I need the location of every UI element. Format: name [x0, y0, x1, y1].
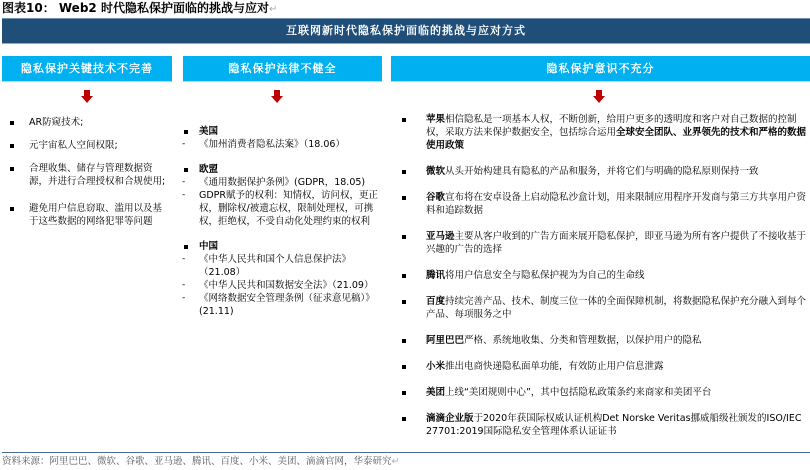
law-group-us	[182, 125, 382, 151]
paragraph-mark: ↵	[391, 456, 400, 467]
company-name: 滴滴企业版	[426, 413, 474, 424]
divider	[2, 452, 810, 453]
main-banner: 互联网新时代隐私保护面临的挑战与应对方式	[2, 18, 810, 44]
source-note: 资料来源：阿里巴巴、微软、谷歌、亚马逊、腾讯、百度、小米、美团、滴滴官网，华泰研究↵	[2, 456, 400, 467]
law-entry: 《中华人民共和国个人信息保护法》（21.08）	[199, 254, 352, 278]
bullet-icon	[402, 339, 406, 343]
country-label: 美国	[199, 126, 219, 137]
dash-icon: -	[182, 293, 186, 303]
tech-list	[8, 116, 168, 238]
law-entry: 《加州消费者隐私法案》（18.06）	[199, 139, 345, 150]
bullet-icon	[10, 144, 14, 148]
company-name: 亚马逊	[426, 231, 455, 242]
dash-icon: -	[182, 280, 186, 290]
list-item-microsoft: 微软从头开始构建具有隐私的产品和服务，并将它们与明确的隐私原则保持一致	[399, 165, 809, 178]
list-item: AR防窥技术;	[8, 116, 168, 129]
country-label: 中国	[199, 241, 219, 252]
list-item-baidu: 百度持续完善产品、技术、制度三位一体的全面保障机制，将数据隐私保护充分融入到每个产品、每项服务之中	[399, 295, 809, 321]
down-arrow-icon	[271, 90, 283, 103]
list-item-tencent: 腾讯将用户信息安全与隐私保护视为为自己的生命线	[399, 269, 809, 282]
list-item: 合理收集、储存与管理数据资源，并进行合理授权和合规使用;	[8, 162, 168, 188]
law-entry: 《中华人民共和国数据安全法》（21.09）	[199, 280, 374, 291]
law-entry: 《网络数据安全管理条例（征求意见稿）》(21.11)	[199, 293, 375, 317]
bullet-icon	[402, 235, 406, 239]
bullet-icon	[184, 245, 188, 249]
bullet-icon	[402, 118, 406, 122]
down-arrow-icon	[81, 90, 93, 103]
figure-title	[2, 0, 277, 16]
law-group-eu	[182, 163, 382, 228]
awareness-list	[399, 113, 809, 451]
list-item-xiaomi: 小米推出电商快递隐私面单功能，有效防止用户信息泄露	[399, 360, 809, 373]
header-law: 隐私保护法律不健全	[183, 56, 382, 82]
law-entry: 《通用数据保护条例》(GDPR，18.05)	[199, 177, 366, 188]
paragraph-mark: ↵	[268, 4, 278, 15]
bullet-icon	[402, 170, 406, 174]
header-tech: 隐私保护关键技术不完善	[2, 56, 172, 82]
list-item: 元宇宙私人空间权限;	[8, 139, 168, 152]
down-arrow-icon	[593, 90, 605, 103]
list-item-alibaba: 阿里巴巴严格、系统地收集、分类和管理数据，以保护用户的隐私	[399, 334, 809, 347]
bullet-icon	[10, 121, 14, 125]
list-item-google: 谷歌宣布将在安卓设备上启动隐私沙盒计划，用来限制应用程序开发商与第三方共享用户资料和追踪数据	[399, 191, 809, 217]
figure-title-text: 图表10： Web2 时代隐私保护面临的挑战与应对	[2, 1, 269, 15]
bullet-icon	[184, 168, 188, 172]
list-item-apple: 苹果相信隐私是一项基本人权，不断创新，给用户更多的透明度和客户对自己数据的控制权，采取方法来保护数据安全，包括综合运用全球安全团队、业界领先的技术和严格的数据使用政策	[399, 113, 809, 152]
law-group-cn	[182, 240, 382, 318]
bullet-icon	[402, 391, 406, 395]
bullet-icon	[10, 207, 14, 211]
company-name: 百度	[426, 296, 446, 307]
bullet-icon	[402, 417, 406, 421]
dash-icon: -	[182, 190, 186, 200]
company-name: 阿里巴巴	[426, 335, 465, 346]
company-name: 小米	[426, 361, 446, 372]
company-name: 苹果	[426, 114, 446, 125]
bullet-icon	[402, 274, 406, 278]
bullet-icon	[402, 196, 406, 200]
company-name: 谷歌	[426, 192, 446, 203]
company-name: 微软	[426, 166, 446, 177]
dash-icon: -	[182, 254, 186, 264]
header-awareness: 隐私保护意识不充分	[391, 56, 810, 82]
company-name: 腾讯	[426, 270, 446, 281]
list-item-amazon: 亚马逊主要从客户收到的广告方面来展开隐私保护，即亚马逊为所有客户提供了不接收基于兴趣的广告的选择	[399, 230, 809, 256]
law-list	[182, 125, 382, 330]
list-item-didi: 滴滴企业版于2020年获国际权威认证机构Det Norske Veritas挪威船级社颁发的ISO/IEC 27701:2019国际隐私安全管理体系认证证书	[399, 412, 809, 438]
law-entry: GDPR赋予的权利：知情权，访问权，更正权，删除权/被遗忘权，限制处理权，可携权，拒绝权，不受自动化处理约束的权利	[199, 190, 379, 227]
bullet-icon	[402, 365, 406, 369]
dash-icon: -	[182, 139, 186, 149]
dash-icon: -	[182, 177, 186, 187]
company-name: 美团	[426, 387, 446, 398]
bullet-icon	[184, 130, 188, 134]
list-item-meituan: 美团上线“美团规则中心”，其中包括隐私政策条约来商家和美团平台	[399, 386, 809, 399]
bullet-icon	[402, 300, 406, 304]
bullet-icon	[10, 167, 14, 171]
country-label: 欧盟	[199, 164, 219, 175]
list-item: 避免用户信息窃取、滥用以及基于这些数据的网络犯罪等问题	[8, 202, 168, 228]
